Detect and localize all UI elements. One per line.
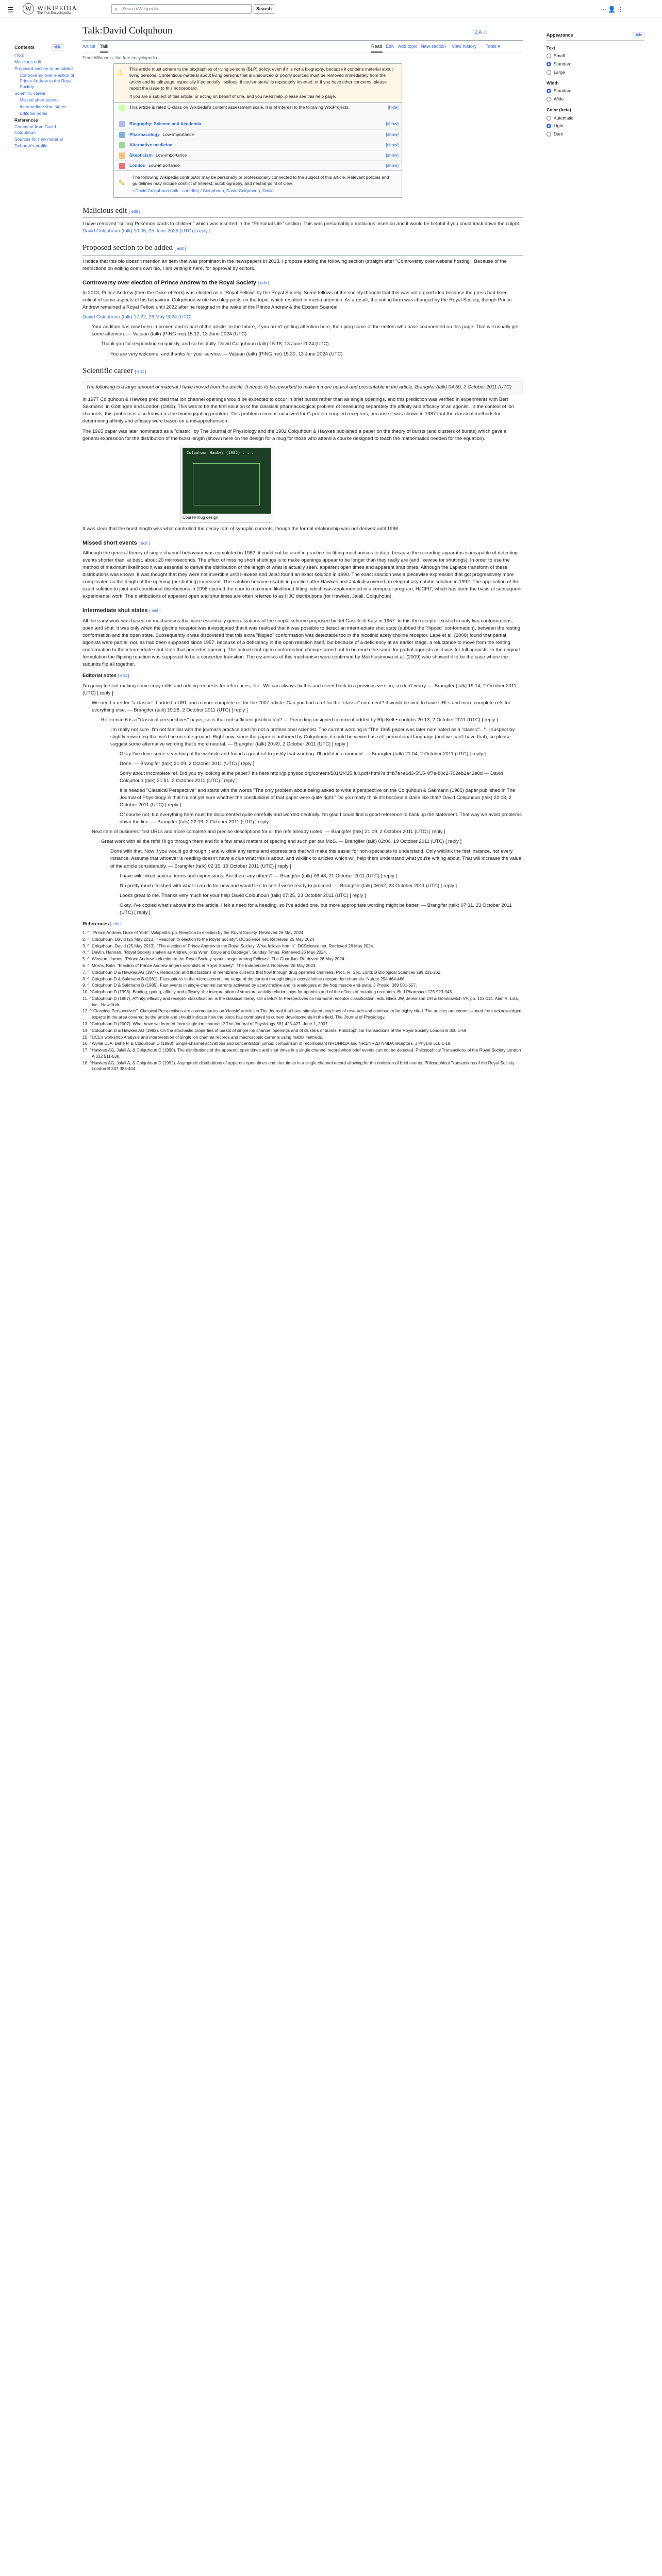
rating-icon [119, 105, 125, 111]
coi-user[interactable]: • David Colquhoun (talk · contribs) / Colquhoun, David Colquhoun, David [133, 188, 274, 194]
mug-figure[interactable] [180, 446, 273, 523]
subsection-heading: Editorial notes [ edit ] [82, 673, 129, 679]
text-standard-option[interactable]: Standard [547, 61, 644, 67]
importance: Low-importance [155, 152, 187, 158]
page-content [82, 24, 523, 1072]
moved-material-note: The following is a large amount of material I have moved from the article. It needs to be reworked to make it more neutral and presentable in the article. Brangifer (talk) 04:59, 2 October 2011 (UTC) [82, 381, 523, 394]
missed-para: Although the general theory of single channel behaviour was completed in 1982, it could not be used in practice for fitting mechanisms to data, because the recording apparatus is incapable of detecting events shorter than, at best, about 20 microseconds. The effect of missing short shuttings is to make openings appear to be longer than they really are (and likewise for shuttings). In order to use the method of maximum likelihood it was essential to derive the distribution of the length of what is actually seen, apparent open times and apparent shut times. Although the Laplace transform of these distributions was known, it was thought that they were not invertible until Hawkes and Jalali found an exact solution in 1990. The exact solution was a piecewise expression that got progressively more complicated as the length of the opening (or shutting) increased. The solution became usable in practice after Hawkes and Jalali discovered an elegant asymptotic solution in 1992. The application of the exact solution to joint and conditional distributions in 1996 opened the door to maximum likelihood fitting, which was implemented in a computer program, HJCFIT, which has been the basis of subsequent experimental work. The distributions of apparent open and shut times are often referred to as HJC distributions (for Hawkes, Jalali, Colquhoun). [82, 550, 522, 600]
user-tools-icon[interactable]: ⋯ 👤 ⋮ [600, 6, 624, 13]
reference-number: 17. ^ [82, 1047, 92, 1053]
discussion-comment: I'm going to start making some copy edits and adding requests for references, etc.. We can always fix this and revert back to a previous version, so don't worry. — Brangifer (talk) 19:14, 2 October 2011 (UTC) [ reply ] [82, 683, 517, 696]
appearance-title: Appearance [547, 32, 573, 38]
reference-number: 9. ^ [82, 982, 90, 988]
reference-number: 18. ^ [82, 1060, 92, 1065]
subsection-heading: Missed short events [ edit ] [82, 539, 150, 546]
wikiproject-name[interactable]: Alternative medicine [129, 142, 173, 147]
reference-number: 8. ^ [82, 976, 90, 981]
toc-item[interactable]: Comment from David Colquhoun [14, 124, 56, 135]
reference-number: 12. ^ [82, 1008, 92, 1014]
discussion-comment: Great work with all the refs! I'll go through them and fix a few small matters of spacing and such per our MoS. — Brangifer (talk) 02:00, 19 October 2011 (UTC) [ reply ] [101, 839, 462, 845]
show-button[interactable]: [show] [386, 131, 399, 137]
toc-item[interactable]: (Top) [14, 52, 25, 58]
wikiproject-box [113, 103, 402, 171]
career-para: The 1965 paper was later nominated as a "classic" by The Journal of Physiology and the 1982 Colquhoun & Hawkes published a paper on the theory of bursts (and clusters of bursts) which gave a general expression for the distribution of the burst length (shown here on the design for a mug for those who attend a course designed to teach the mathematics needed for the equation). [82, 428, 507, 442]
text-size-label: Text [547, 45, 555, 50]
toc-item[interactable]: Intermediate shut states [20, 104, 67, 109]
reference-item: 4. ^ Devlin, Hannah. "Royal Society shaken as Andrew joins Wren, Boyle and Babbage". Sunday Times. Retrieved 26 May 2024. [82, 950, 327, 955]
wikiproject-row [114, 129, 402, 140]
reference-item: 1. ^ "Prince Andrew, Duke of York". Wikipedia. pp. Reaction to election by the Royal Society. Retrieved 26 May 2024. [82, 930, 305, 936]
wikiproject-icon [119, 121, 125, 127]
comment: I notice that this bio doesn't mention an item that was prominent in the newspapers in 2013. I propose adding the following section (straight after "Controversy over website hosting". Because of the restrictions on editing one's own bio, I am writing it here, for approval by editors. [82, 258, 507, 272]
reference-item: 10. ^ Colquhoun D (1998). Binding, gating, affinity and efficacy: the interpretation of structure-activity relationships for agonists and of the effects of mutating receptors. Br J Pharmacol 125 923-948. [82, 989, 453, 995]
coi-notice [113, 171, 402, 198]
references-list [82, 930, 523, 1072]
reference-number: 10. ^ [82, 989, 92, 995]
importance: Low-importance [148, 162, 180, 168]
subsection-heading: Intermediate shut states [ edit ] [82, 607, 161, 614]
edit-link[interactable]: [ edit ] [129, 209, 140, 214]
tab-view-history[interactable]: View history [452, 44, 477, 49]
tab-new-section[interactable]: New section [421, 44, 446, 49]
toc-item[interactable]: Controversy over election of Prince Andrew to the Royal Society [20, 72, 74, 89]
discussion-comment: Next item of business: find URLs and more complete and precise descriptions for all the refs already noted. — Brangifer (talk) 21:09, 2 October 2011 (UTC) [ reply ] [92, 829, 445, 835]
reference-number: 2. ^ [82, 936, 90, 942]
width-label: Width [547, 80, 559, 86]
wordmark[interactable]: WIKIPEDIA [37, 4, 77, 12]
tab-article[interactable]: Article [82, 44, 96, 49]
wikiproject-icon [119, 163, 125, 169]
appearance-hide-button[interactable]: hide [633, 32, 644, 38]
reference-item: 3. ^ Colquhoun, David (25 May 2013). "The election of Prince Andrew to the Royal Society. What follows from it". DCScience.net. Retrieved 26 May 2024. [82, 943, 374, 948]
toc-item[interactable]: Malicious edit [14, 59, 41, 64]
subsection-heading: References [ edit ] [82, 921, 122, 927]
wikiproject-name[interactable]: London [129, 162, 146, 168]
comment: I have removed "selling Pokémon cards to children" which was inserted in the "Personal Life" section. This was presumably a malicious insertion and it would be helpful if you could track down the culprit. David Colquhoun (talk) 10:05, 25 June 2025 (UTC) [ reply ] [82, 221, 521, 234]
reference-number: 4. ^ [82, 950, 90, 955]
wikiproject-icon [119, 152, 125, 159]
main-menu-icon[interactable]: ☰ [7, 6, 14, 14]
reference-number: 14. ^ [82, 1027, 92, 1033]
toc-item[interactable]: References [14, 117, 38, 123]
search-icon: ⌕ [114, 6, 118, 12]
reference-item: 15. ^ UCL's workshop Analysis and interpretation of single ion channel records and macroscopic currents using matrix methods. [82, 1034, 323, 1040]
proposed-text: In 2013, Prince Andrew (then the Duke of York) was elected as a "Royal Fellow" by the Royal Society. Some fellows of the society thought that this was not a good idea because the press had been critical of some aspects of his behaviour. Colquhoun wrote two blog posts on the topic, which resulted in media attention. As a result, the voting form was changed by the Royal Society, though Prince Andrew remained a Royal Fellow until 2022 after he resigned in the wake of the Prince Andrew & the Epstein Scandal. [82, 290, 512, 311]
wikiproject-icon [119, 132, 125, 138]
text-small-option[interactable]: Small [547, 53, 644, 59]
blp-text: This article must adhere to the biographies of living persons (BLP) policy, even if it is not a biography, because it contains material about living persons. Contentious material about living persons that is unsourced or poorly sourced must be removed immediately from the article and its talk page, especially if potentially libellous. If such material is repeatedly inserted, or if you have other concerns, please report the issue to this noticeboard. [129, 66, 393, 91]
discussion-comment: I have wikilinked several terms and expressions. Are there any others? — Brangifer (talk) 06:48, 21 October 2011 (UTC) [ reply ] [120, 873, 397, 879]
table-of-contents [14, 44, 76, 149]
reference-item: 6. ^ Morris, Kate. "Election of Prince Andrew angers scientists at Royal Society". The Independent. Retrieved 26 May 2024. [82, 962, 317, 968]
discussion-comment: I'm pretty much finished with what I can do for now and would like to see if we're ready to proceed. — Brangifer (talk) 06:52, 23 October 2011 (UTC) [ reply ] [120, 883, 457, 889]
toc-item[interactable]: Proposed section to be added [14, 65, 73, 71]
toc-item[interactable]: Deborah's profile [14, 143, 47, 149]
wikiproject-name[interactable]: Biography: Science and Academia [129, 121, 202, 126]
text-large-option[interactable]: Large [547, 69, 644, 76]
edit-link[interactable]: [ edit ] [138, 540, 150, 546]
wikiproject-row [114, 150, 402, 160]
reference-number: 16. ^ [82, 1041, 92, 1046]
toc-item[interactable]: Sources for new material [14, 137, 63, 142]
rating-text: This article is rated C-class on Wikipedia's content assessment scale. It is of interest to the following WikiProjects: [129, 104, 350, 110]
tools-menu[interactable]: Tools ▾ [486, 44, 501, 49]
tab-read[interactable]: Read [371, 43, 383, 53]
discussion-comment: Of course not, but everything here must be documented quite carefully and worded neutrally. I'm glad I could find a good reference to back up the statement. That way we avoid problems down the line. — Brangifer (talk) 22:19, 2 October 2011 (UTC) [ reply ] [120, 812, 522, 825]
toc-title: Contents [14, 45, 35, 50]
reference-item: 8. ^ Colquhoun D & Sakmann B (1981). Fluctuations in the microsecond time range of the current through single acetylcholine receptor ion channels. Nature 294 464-466. [82, 976, 406, 981]
signature[interactable]: David Colquhoun (talk) 17:22, 26 May 2024 (UTC) [82, 314, 192, 320]
hide-projects-button[interactable]: [hide] [388, 104, 399, 110]
discussion-comment: Looks great to me. Thanks very much for your help David Colquhoun (talk) 07:25, 23 October 2011 (UTC) [ reply ] [120, 892, 366, 899]
discussion-comment: Reference 6 is a "classical perspectives" paper, so is that not sufficient justification? — Preceding unsigned comment added by Rlp.Kelt • contribs 20:13, 2 October 2011 (UTC) [ reply ] [101, 717, 498, 723]
language-watch-icon[interactable]: 文A ☆ [473, 30, 488, 36]
from-line: From Wikipedia, the free encyclopedia [82, 52, 523, 63]
wikipedia-logo[interactable]: W [23, 3, 34, 14]
wikiproject-name[interactable]: Pharmacology [129, 131, 160, 137]
color-light-option[interactable]: Light [547, 123, 644, 129]
color-dark-option[interactable]: Dark [547, 131, 644, 138]
wikiproject-icon [119, 142, 125, 148]
inter-para: All the early work was based on mechanisms that were essentially generalizations of the simple scheme proposed by del Castillo & Katz in 1957. In this the receptor existed in only two conformations, open and shut. It was only when the glycine receptor was investigated that it was realised that it was possible to detect an intermediate shut state (dubbed the "flipped" conformation), between the resting conformation and the open state. Subsequently it was discovered that this extra "flipped" conformation was detectable too in the nicotinic acetylcholine receptor. Lape et al. (2008) found that partial agonists were partial, not, as had been supposed since 1957, because of a deficiency in the open reaction itself, but because of a deficiency at an earlier stage, a reluctance to move from the resting conformation to the intermediate shut state that precedes opening. The actual shut-open conformation change turned out to be much the same for partial agonists as it was for full agonists. In the original formulation the flipping reaction was supposed to be a concerted transition. The essentials of this mechanism were confirmed by Mukhtasimova et al. (2009) who showed it to be the case where the subunits flip all together. [82, 618, 521, 668]
discussion-comment: Okay, I've copied what's above into the article. I felt a need for a heading, so I've added one, but more appropriate wording might be better. — Brangifer (talk) 07:31, 23 October 2011 (UTC) [ reply ] [120, 902, 512, 916]
reference-number: 5. ^ [82, 956, 90, 962]
reply-comment: Thank you for responding so quickly, and so helpfully. David Colquhoun (talk) 15:18, 13 June 2024 (UTC) [101, 341, 329, 347]
tab-edit[interactable]: Edit [386, 44, 394, 49]
reply-comment: You are very welcome, and thanks for your service. — Valjean (talk) (PING me) 15:30, 13 June 2024 (UTC) [110, 351, 343, 357]
toc-hide-button[interactable]: hide [52, 44, 63, 50]
appearance-panel [547, 32, 644, 138]
reference-item: 16. ^ Wyllie DJA, Béhé P, & Colquhoun D (1998). Single-channel activations and concentration jumps: comparison of recombinant NR1/NR2A and NR1/NR2D NMDA receptors. J Physiol 510 1-18. [82, 1041, 452, 1046]
search-input[interactable]: Search Wikipedia [111, 4, 252, 14]
blp-banner [113, 63, 402, 103]
width-wide-option[interactable]: Wide [547, 96, 644, 103]
color-label: Color (beta) [547, 107, 571, 112]
tagline: The Free Encyclopedia [37, 11, 71, 15]
section-heading: Scientific career [ edit ] [82, 365, 523, 379]
reference-item: 18. ^ Hawkes AG, Jalali A, & Colquhoun D (1992). Asymptotic distributions of apparent open times and shut times in a single channel record allowing for the omission of brief events. Philosophical Transactions of the Royal Society London B 337 383-404. [82, 1060, 515, 1072]
edit-link[interactable]: [ edit ] [258, 280, 269, 285]
wikiproject-row [114, 119, 402, 129]
reference-item: 13. ^ Colquhoun D (2007). What have we learned from single ion channels? The Journal of Physiology 581 425-427. June 1, 2007. [82, 1021, 329, 1026]
reference-item: 17. ^ Hawkes AG, Jalali A, & Colquhoun D (1990). The distributions of the apparent open times and shut times in a single channel record when brief events can not be detected. Philosophical Transactions of the Royal Society London A 332 511-538. [82, 1047, 521, 1059]
reference-number: 7. ^ [82, 969, 90, 975]
reference-item: 2. ^ Colquhoun, David (25 May 2013). "Reaction to election to the Royal Society". DCScience.net. Retrieved 26 May 2024. [82, 936, 316, 942]
wikiproject-row [114, 160, 402, 171]
warning-icon: ⚠ [117, 68, 124, 76]
tab-talk[interactable]: Talk [100, 43, 108, 53]
reference-item: 7. ^ Colquhoun D & Hawkes AG (1977). Relaxation and fluctuations of membrane currents that flow through drug operated channels. Proc. R. Soc. Lond. B Biological Sciences 199 231-262. [82, 969, 442, 975]
edit-link[interactable]: [ edit ] [174, 246, 186, 251]
reference-number: 13. ^ [82, 1021, 92, 1026]
edit-link[interactable]: [ edit ] [118, 673, 129, 679]
reply-comment: Your addition has now been improved and is part of the article. In the future, if you aren't getting attention here, then ping some of the editors who have commented on this page. That will usually get some attention. — Valjean (talk) (PING me) 15:12, 13 June 2024 (UTC) [92, 324, 519, 337]
wikiproject-row [114, 140, 402, 150]
reference-number: 1. ^ [82, 930, 90, 936]
edit-link[interactable]: [ edit ] [135, 369, 146, 374]
discussion-comment: Okay I've done some searching of the website and found a great ref to justify that wording. I'll add it in a moment. — Brangifer (talk) 21:04, 2 October 2011 (UTC) [ reply ] [120, 751, 486, 757]
wikiproject-name[interactable]: Skepticism [129, 152, 153, 158]
show-button[interactable]: [show] [386, 121, 399, 126]
discussion-comment: Done with that. Now if you would go through it and wikilink any terms and expressions that will make this easier for non-specialists to understand. Only wikilink the first instance, not every instance. Assume that whoever is reading doesn't have a clue what this is about, and wikilink to articles which will help them understand what you're writing about. That will increase the value of the article considerably. — Brangifer (talk) 02:15, 19 October 2011 (UTC) [ reply ] [110, 849, 522, 869]
figure-caption: Course mug design [183, 515, 219, 520]
page-tabs [82, 41, 523, 52]
career-para: In 1977 Colquhoun & Hawkes predicted that ion channel openings would be expected to occur in brief bursts rather than as single openings, and this prediction was verified in experiments with Bert Sakmann, in Göttingen and London (1981). This was to be the first solution of the classical pharmacological problem of measuring separately the affinity and efficacy of an agonist. In the context of ion channels, this problem is also known as the binding/gating problem. This problem remains unsolved for G protein-coupled receptors, because it was shown in 1987 that the classical methods for determining affinity and efficacy were based on a misapprehension. [82, 397, 515, 425]
reference-item: 5. ^ Winston, James. "Prince Andrew's election to the Royal Society sparks anger among Fellows". The Guardian. Retrieved 26 May 2024. [82, 956, 346, 962]
edit-link[interactable]: [ edit ] [149, 608, 161, 614]
discussion-comment: I'm really not sure. I'm not familiar with the journal's practice and I'm not a professional scientist. The current wording is "The 1965 paper was later nominated as a "classic"...". I suspect by slightly rewording that we'd be on safe ground. Right now, since the paper is authored by Colquhoun, it could be viewed as self-promotional language (and we can't have that), so please suggest some alternative wording that's more neutral. — Brangifer (talk) 20:49, 2 October 2011 (UTC) [ reply ] [110, 726, 515, 747]
mug-image[interactable]: Colquhoun Hawkes (1982) . . . [183, 448, 271, 514]
toc-item[interactable]: Scientific career [14, 90, 46, 96]
career-para: It was clear that the burst length was what controlled the decay rate of synaptic currents, though the formal relationship was not derived until 1998. [82, 526, 400, 532]
reference-number: 6. ^ [82, 962, 90, 968]
reference-item: 12. ^ "Classical Perspectives". Classical Perspectives are commentaries on 'classic' articles in The Journal that have stimulated new lines of research and continue to be highly cited. The articles are commissioned from acknowledged experts in the area covered by the article and should indicate how the piece has contributed to current developments in the field. The Journal of Physiology. [82, 1008, 522, 1020]
page-title: Talk:David Colquhoun [82, 25, 173, 36]
reference-number: 3. ^ [82, 943, 90, 948]
importance: Low-importance [162, 131, 194, 137]
show-button[interactable]: [show] [386, 142, 399, 147]
discussion-comment: It is headed "Classical Perspective" and starts with the words "The only problem about being asked to write a perspective on the Colquhoun & Sakmann (1985) paper published in The Journal of Physiology is that I'm not yet sure whether the conclusions of that paper were quite right." Do you really think it'll become a claim like that? David Colquhoun (talk) 22:08, 2 October 2011 (UTC) [ reply ] [120, 788, 516, 808]
show-button[interactable]: [show] [386, 162, 399, 168]
edit-link[interactable]: [ edit ] [110, 921, 122, 926]
discussion-comment: Done. — Brangifer (talk) 21:09, 2 October 2011 (UTC) [ reply ] [120, 760, 255, 767]
section-heading: Malicious edit [ edit ] [82, 205, 523, 218]
discussion-comment: We need a ref for "a classic". I added a URL and a more complete ref for the 2007 article. Can you find a ref for the "classic" comment? It would be nice to have URLs and more complete refs for everything else. — Brangifer (talk) 19:28, 2 October 2011 (UTC) [ reply ] [92, 700, 510, 713]
show-button[interactable]: [show] [386, 152, 399, 158]
reference-number: 11. ^ [82, 995, 92, 1001]
section-heading: Proposed section to be added [ edit ] [82, 242, 523, 256]
search-button[interactable]: Search [254, 4, 274, 14]
reference-number: 15. ^ [82, 1034, 92, 1040]
subsection-heading: Controversy over election of Prince Andrew to the Royal Society [ edit ] [82, 279, 269, 286]
toc-item[interactable]: Missed short events [20, 97, 59, 103]
reference-item: 14. ^ Colquhoun D & Hawkes AG (1982). On the stochastic properties of bursts of single ion channel openings and of clusters of bursts. Philosophical Transactions of the Royal Society London B 300 1-59. [82, 1027, 468, 1033]
blp-help-text: If you are a subject of this article, or acting on behalf of one, and you need help, please see this help page. [129, 94, 336, 99]
reference-item: 9. ^ Colquhoun D & Sakmann B (1985). Fast events in single-channel currents activated by acetylcholine and its analogues at the frog muscle end-plate. J Physiol 369 501-557. [82, 982, 417, 988]
discussion-comment: Sorry about incomplete ref. Did you try looking at the paper? It's here http://jp.physoc.org/content/581/2/425.full.pdf+html?sid=b7e4e6d3-5f15-4f7e-80c2-702eb2a43e0d — David Colquhoun (talk) 21:51, 2 October 2011 (UTC) [ reply ] [120, 771, 503, 784]
site-header [0, 0, 662, 18]
tab-add-topic[interactable]: Add topic [398, 44, 418, 49]
coi-text: The following Wikipedia contributor may be personally or professionally connected to the subject of this article. Relevant policies and guidelines may include conflict of interest, autobiography, and neutral point of view. [133, 174, 389, 186]
width-standard-option[interactable]: Standard [547, 88, 644, 94]
edit-pencil-icon: ✎ [118, 177, 126, 188]
toc-item[interactable]: Editorial notes [20, 110, 47, 116]
reference-item: 11. ^ Colquhoun D (1987). Affinity, efficacy and receptor classification: is the classical theory still useful? In Perspectives on hormone receptor classification, eds. Black JW, Jenkinson DH & Gerskowitch VP, pp. 103-114. Alan R. Liss, Inc., New York. [82, 995, 519, 1007]
color-automatic-option[interactable]: Automatic [547, 115, 644, 122]
